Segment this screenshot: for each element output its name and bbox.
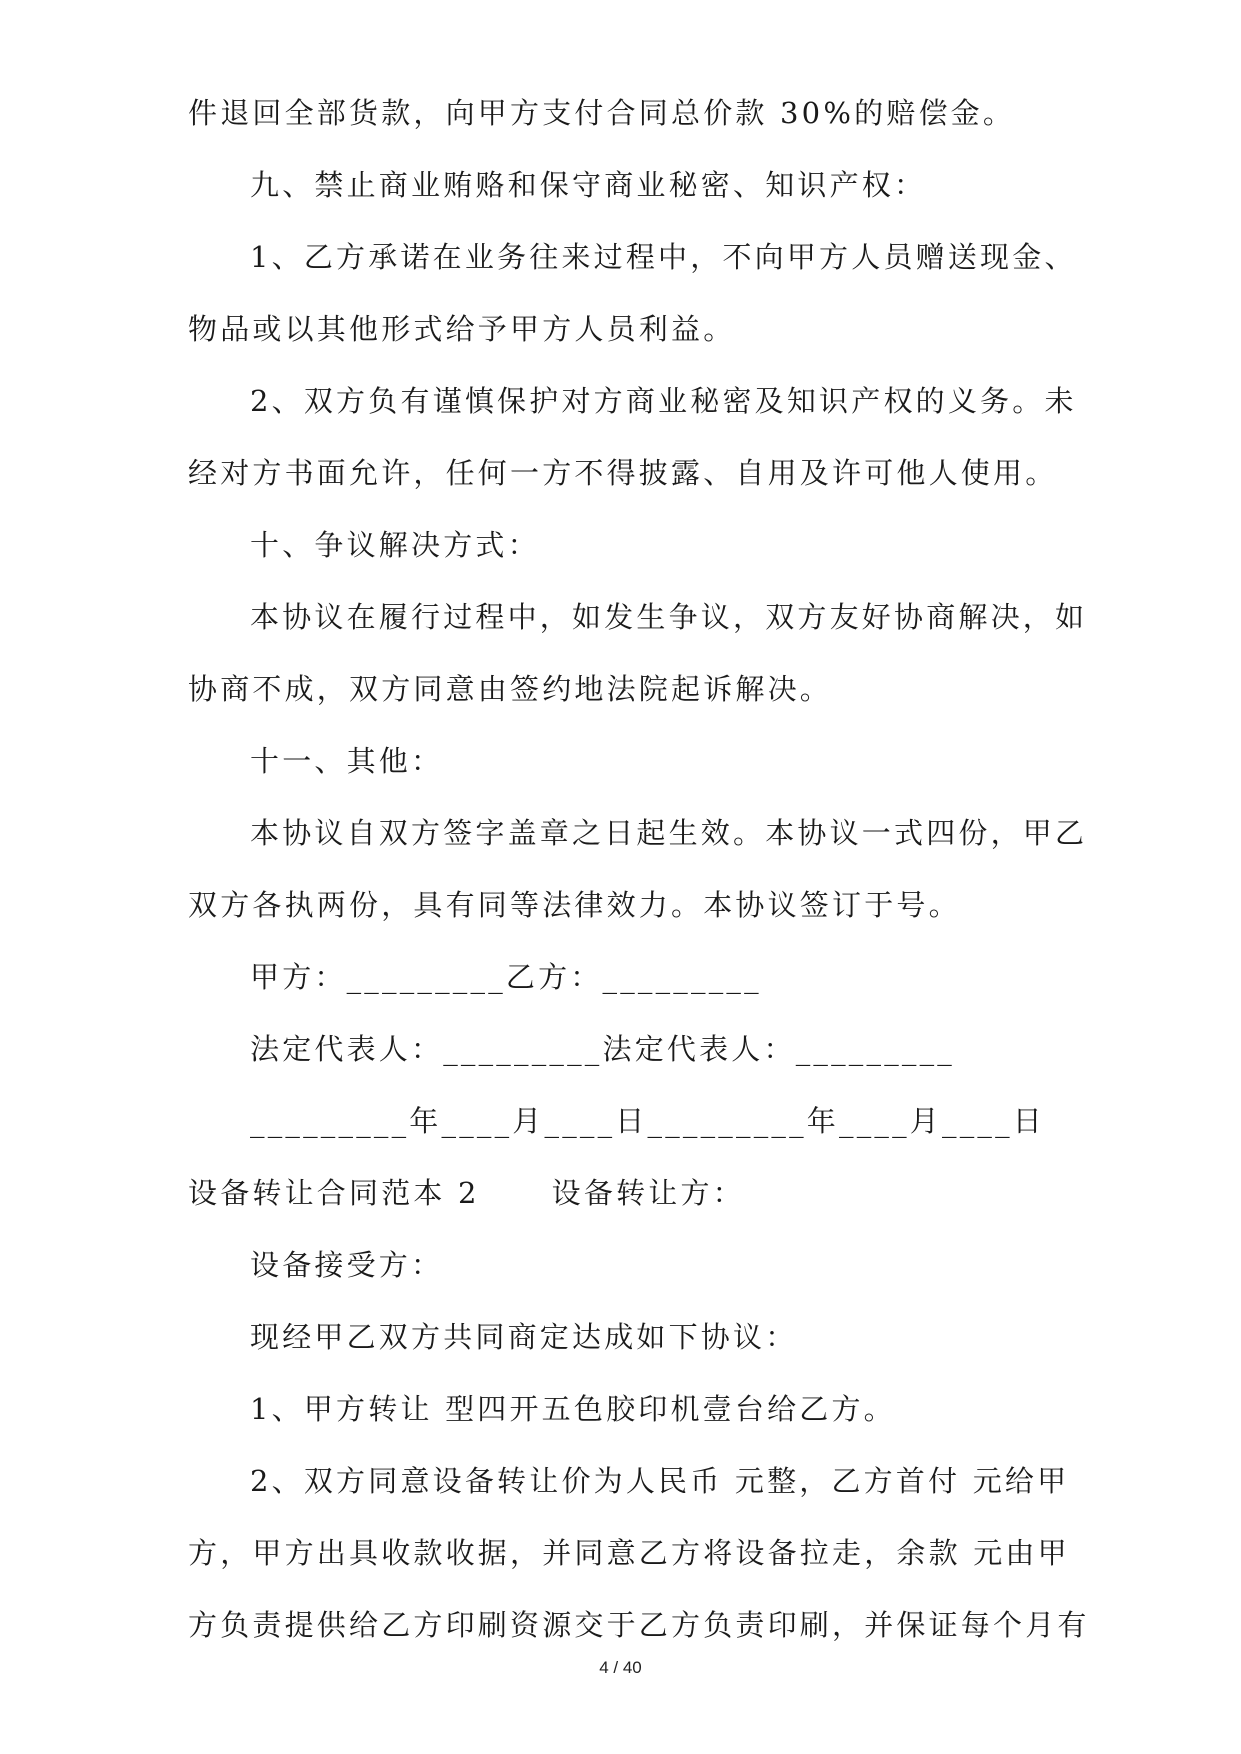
text-line: 现经甲乙双方共同商定达成如下协议： [250, 1320, 798, 1354]
section-heading: 十、争议解决方式： [250, 528, 540, 562]
text-line: 1、乙方承诺在业务往来过程中，不向甲方人员赠送现金、 [250, 240, 1077, 274]
section-heading: 九、禁止商业贿赂和保守商业秘密、知识产权： [250, 168, 927, 202]
signature-parties-line: 甲方：_________乙方：_________ [250, 960, 762, 994]
transferor-label: 设备转让方： [551, 1176, 745, 1210]
contract-title-line [188, 1157, 1058, 1229]
text-line: 方，甲方出具收款收据，并同意乙方将设备拉走，余款 元由甲 [188, 1536, 1070, 1570]
text-line: 2、双方同意设备转让价为人民币 元整，乙方首付 元给甲 [250, 1464, 1070, 1498]
text-line: 本协议在履行过程中，如发生争议，双方友好协商解决，如 [250, 600, 1088, 634]
text-line: 物品或以其他形式给予甲方人员利益。 [188, 312, 736, 346]
text-line: 件退回全部货款，向甲方支付合同总价款 30%的赔偿金。 [188, 96, 1016, 130]
text-line [188, 1517, 1070, 1589]
text-line: 双方各执两份，具有同等法律效力。本协议签订于号。 [188, 888, 961, 922]
contract-title: 设备转让合同范本 2 [188, 1176, 480, 1210]
text-line: 2、双方负有谨慎保护对方商业秘密及知识产权的义务。未 [250, 384, 1077, 418]
transferee-label: 设备接受方： [250, 1248, 444, 1282]
text-line: 协商不成，双方同意由签约地法院起诉解决。 [188, 672, 833, 706]
date-line: _________年____月____日_________年____月____日 [250, 1104, 1046, 1138]
text-line: 本协议自双方签字盖章之日起生效。本协议一式四份，甲乙 [250, 816, 1088, 850]
text-line: 1、甲方转让 型四开五色胶印机壹台给乙方。 [250, 1392, 896, 1426]
section-heading: 十一、其他： [250, 744, 444, 778]
text-line: 方负责提供给乙方印刷资源交于乙方负责印刷，并保证每个月有 [188, 1608, 1090, 1642]
page-number: 4 / 40 [599, 1658, 642, 1677]
legal-representative-line: 法定代表人：_________法定代表人：_________ [250, 1032, 956, 1066]
text-line: 经对方书面允许，任何一方不得披露、自用及许可他人使用。 [188, 456, 1058, 490]
